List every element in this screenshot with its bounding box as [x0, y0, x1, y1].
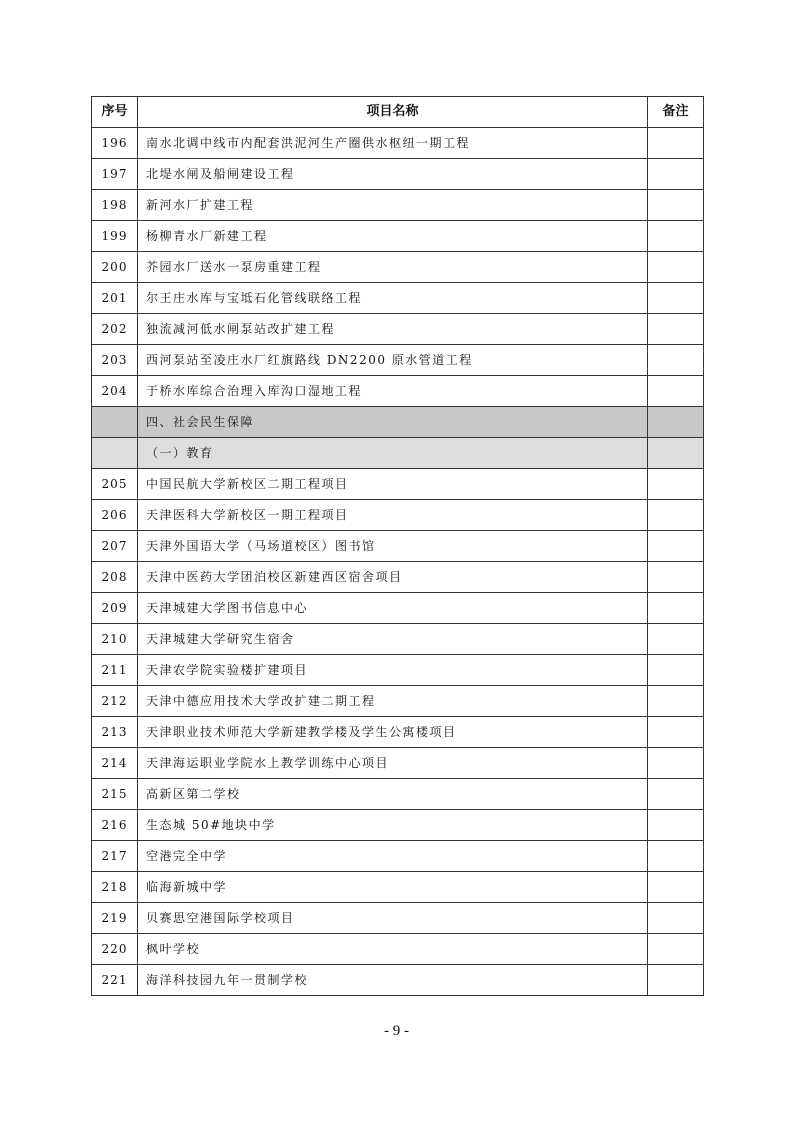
- remarks-cell: [648, 283, 704, 314]
- remarks-cell: [648, 810, 704, 841]
- row-number: 213: [92, 717, 138, 748]
- table-row: [92, 624, 704, 655]
- row-number: 206: [92, 500, 138, 531]
- row-number: 210: [92, 624, 138, 655]
- remarks-cell: [648, 593, 704, 624]
- remarks-cell: [648, 469, 704, 500]
- project-name: 临海新城中学: [138, 872, 648, 903]
- row-number: 203: [92, 345, 138, 376]
- table-row: [92, 345, 704, 376]
- project-name: 枫叶学校: [138, 934, 648, 965]
- table-row: [92, 872, 704, 903]
- remarks-cell: [648, 190, 704, 221]
- table-row: [92, 221, 704, 252]
- project-name: 新河水厂扩建工程: [138, 190, 648, 221]
- table-row: [92, 903, 704, 934]
- table-row: [92, 748, 704, 779]
- remarks-cell: [648, 717, 704, 748]
- row-number: [92, 438, 138, 469]
- project-name: 北堤水闸及船闸建设工程: [138, 159, 648, 190]
- remarks-cell: [648, 965, 704, 996]
- remarks-cell: [648, 407, 704, 438]
- remarks-cell: [648, 438, 704, 469]
- remarks-cell: [648, 314, 704, 345]
- project-name: （一）教育: [138, 438, 648, 469]
- row-number: 209: [92, 593, 138, 624]
- row-number: 199: [92, 221, 138, 252]
- remarks-cell: [648, 903, 704, 934]
- project-name: 杨柳青水厂新建工程: [138, 221, 648, 252]
- project-name: 独流减河低水闸泵站改扩建工程: [138, 314, 648, 345]
- row-number: 204: [92, 376, 138, 407]
- project-name: 芥园水厂送水一泵房重建工程: [138, 252, 648, 283]
- project-name: 天津中德应用技术大学改扩建二期工程: [138, 686, 648, 717]
- row-number: 218: [92, 872, 138, 903]
- header-project-name: 项目名称: [138, 97, 648, 128]
- table-row: [92, 314, 704, 345]
- row-number: 216: [92, 810, 138, 841]
- remarks-cell: [648, 872, 704, 903]
- row-number: 197: [92, 159, 138, 190]
- row-number: 217: [92, 841, 138, 872]
- row-number: 207: [92, 531, 138, 562]
- project-name: 于桥水库综合治理入库沟口湿地工程: [138, 376, 648, 407]
- table-row: [92, 934, 704, 965]
- table-row: [92, 965, 704, 996]
- remarks-cell: [648, 655, 704, 686]
- table-row: [92, 686, 704, 717]
- project-name: 天津海运职业学院水上教学训练中心项目: [138, 748, 648, 779]
- table-row: [92, 469, 704, 500]
- row-number: 208: [92, 562, 138, 593]
- row-number: 215: [92, 779, 138, 810]
- remarks-cell: [648, 128, 704, 159]
- table-row: [92, 717, 704, 748]
- table-row: [92, 283, 704, 314]
- remarks-cell: [648, 779, 704, 810]
- table-row: [92, 252, 704, 283]
- row-number: [92, 407, 138, 438]
- remarks-cell: [648, 221, 704, 252]
- remarks-cell: [648, 252, 704, 283]
- row-number: 200: [92, 252, 138, 283]
- project-name: 生态城 50#地块中学: [138, 810, 648, 841]
- header-number: 序号: [92, 97, 138, 128]
- table-row: [92, 810, 704, 841]
- project-name: 天津医科大学新校区一期工程项目: [138, 500, 648, 531]
- row-number: 211: [92, 655, 138, 686]
- row-number: 205: [92, 469, 138, 500]
- remarks-cell: [648, 841, 704, 872]
- table-row: [92, 500, 704, 531]
- section-row: [92, 407, 704, 438]
- project-name: 天津外国语大学（马场道校区）图书馆: [138, 531, 648, 562]
- project-name: 空港完全中学: [138, 841, 648, 872]
- remarks-cell: [648, 686, 704, 717]
- remarks-cell: [648, 376, 704, 407]
- table-row: [92, 655, 704, 686]
- row-number: 219: [92, 903, 138, 934]
- remarks-cell: [648, 748, 704, 779]
- remarks-cell: [648, 624, 704, 655]
- remarks-cell: [648, 500, 704, 531]
- row-number: 201: [92, 283, 138, 314]
- project-name: 海洋科技园九年一贯制学校: [138, 965, 648, 996]
- project-name: 四、社会民生保障: [138, 407, 648, 438]
- table-row: [92, 562, 704, 593]
- project-name: 高新区第二学校: [138, 779, 648, 810]
- project-name: 天津城建大学图书信息中心: [138, 593, 648, 624]
- project-name: 天津中医药大学团泊校区新建西区宿舍项目: [138, 562, 648, 593]
- table-row: [92, 593, 704, 624]
- row-number: 196: [92, 128, 138, 159]
- project-table: [91, 96, 704, 996]
- row-number: 212: [92, 686, 138, 717]
- remarks-cell: [648, 159, 704, 190]
- table-row: [92, 779, 704, 810]
- table-row: [92, 128, 704, 159]
- header-remarks: 备注: [648, 97, 704, 128]
- table-row: [92, 531, 704, 562]
- remarks-cell: [648, 562, 704, 593]
- table-header-row: [92, 97, 704, 128]
- row-number: 221: [92, 965, 138, 996]
- row-number: 198: [92, 190, 138, 221]
- row-number: 202: [92, 314, 138, 345]
- section-row: [92, 438, 704, 469]
- table-row: [92, 376, 704, 407]
- table-row: [92, 841, 704, 872]
- remarks-cell: [648, 531, 704, 562]
- project-name: 南水北调中线市内配套洪泥河生产圈供水枢纽一期工程: [138, 128, 648, 159]
- table-row: [92, 190, 704, 221]
- remarks-cell: [648, 345, 704, 376]
- row-number: 220: [92, 934, 138, 965]
- project-name: 尔王庄水库与宝坻石化管线联络工程: [138, 283, 648, 314]
- row-number: 214: [92, 748, 138, 779]
- project-name: 中国民航大学新校区二期工程项目: [138, 469, 648, 500]
- project-name: 西河泵站至凌庄水厂红旗路线 DN2200 原水管道工程: [138, 345, 648, 376]
- project-name: 天津农学院实验楼扩建项目: [138, 655, 648, 686]
- project-name: 贝赛思空港国际学校项目: [138, 903, 648, 934]
- project-name: 天津城建大学研究生宿舍: [138, 624, 648, 655]
- page-number: - 9 -: [384, 1023, 409, 1039]
- remarks-cell: [648, 934, 704, 965]
- project-name: 天津职业技术师范大学新建教学楼及学生公寓楼项目: [138, 717, 648, 748]
- table-row: [92, 159, 704, 190]
